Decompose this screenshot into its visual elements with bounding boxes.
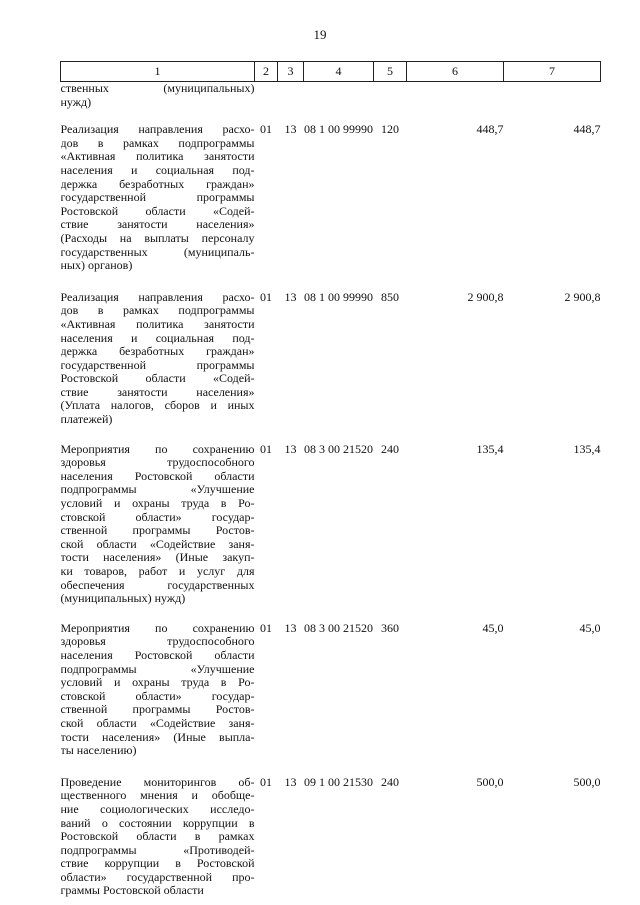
subsection-code: 13 — [284, 289, 297, 304]
description-line: (муниципальных) нужд) — [60, 592, 186, 606]
amount-year-1 — [407, 82, 504, 124]
description-line: ки товаров, работ и услуг для — [60, 565, 255, 578]
description-line: ственных (муниципальных) — [60, 82, 255, 95]
row-description — [61, 443, 255, 622]
description-line: держка безработных граждан» — [60, 345, 255, 359]
description-line: ствие коррупции в Ростовской — [60, 857, 255, 871]
description-line: ственной программы Ростов- — [60, 703, 255, 717]
description-line: здоровья трудоспособного — [60, 635, 255, 649]
description-line: области» государственной про- — [60, 870, 255, 884]
description-line: ствие занятости населения» — [60, 385, 255, 399]
description-line: ственной программы Ростов- — [60, 524, 255, 538]
expense-type-code: 360 — [381, 620, 399, 635]
budget-table — [60, 61, 601, 898]
description-line: ваний о состоянии коррупции в — [60, 816, 255, 830]
subsection-code: 13 — [284, 122, 297, 137]
description-line: Ростовской области в рамках — [60, 830, 255, 844]
subsection-code: 13 — [284, 441, 297, 456]
description-line: населения и социальная под- — [60, 163, 255, 177]
amount-year-2: 2 900,8 — [564, 289, 601, 304]
expense-type-code — [374, 82, 407, 124]
header-col-4: 4 — [304, 62, 374, 82]
description-line: (Расходы на выплаты персоналу — [60, 231, 255, 245]
description-line: Реализация направления расхо- — [60, 123, 255, 137]
description-line: ние социологических исследо- — [60, 802, 255, 816]
description-line: Мероприятия по сохранению — [60, 621, 255, 635]
description-line: Ростовской области «Содей- — [60, 204, 255, 218]
description-line: «Активная политика занятости — [60, 317, 255, 331]
row-description — [61, 776, 255, 898]
description-line: щественного мнения и обобще- — [60, 789, 255, 803]
expense-type-code: 850 — [381, 289, 399, 304]
description-line: населения Ростовской области — [60, 648, 255, 662]
target-article-code: 08 1 00 99990 — [304, 289, 373, 304]
description-line: условий и охраны труда в Ро- — [60, 676, 255, 690]
description-line: Ростовской области «Содей- — [60, 372, 255, 386]
row-description — [61, 123, 255, 291]
table-row — [61, 123, 601, 291]
expense-type-code: 240 — [381, 441, 399, 456]
description-line: государственных (муниципаль- — [60, 245, 255, 259]
amount-year-1: 448,7 — [476, 122, 504, 137]
header-col-7: 7 — [504, 62, 601, 82]
amount-year-2: 448,7 — [573, 122, 601, 137]
description-line: подпрограммы «Противодей- — [60, 843, 255, 857]
row-description — [61, 82, 255, 124]
amount-year-1: 45,0 — [482, 620, 504, 635]
description-line: тости населения» (Иные закуп- — [60, 551, 255, 565]
expense-type-code: 240 — [381, 774, 399, 789]
page-number: 19 — [313, 27, 327, 42]
description-line: платежей) — [60, 413, 113, 427]
description-line: стовской области» государ- — [60, 689, 255, 703]
description-line: подпрограммы «Улучшение — [60, 662, 255, 676]
section-code: 01 — [260, 774, 272, 789]
amount-year-1: 2 900,8 — [467, 289, 504, 304]
table-row — [61, 622, 601, 776]
amount-year-2: 500,0 — [573, 774, 601, 789]
subsection-code — [278, 82, 304, 124]
row-description — [61, 291, 255, 443]
description-line: держка безработных граждан» — [60, 177, 255, 191]
header-col-3: 3 — [278, 62, 304, 82]
section-code: 01 — [260, 441, 272, 456]
header-col-5: 5 — [374, 62, 407, 82]
description-line: дов в рамках подпрограммы — [60, 304, 255, 318]
subsection-code: 13 — [284, 620, 297, 635]
target-article-code — [304, 82, 374, 124]
description-line: Мероприятия по сохранению — [60, 442, 255, 456]
description-line: населения Ростовской области — [60, 469, 255, 483]
description-line: подпрограммы «Улучшение — [60, 483, 255, 497]
header-col-2: 2 — [255, 62, 278, 82]
description-line: тости населения» (Иные выпла- — [60, 730, 255, 744]
amount-year-2: 45,0 — [579, 620, 601, 635]
amount-year-1: 135,4 — [476, 441, 504, 456]
table-row — [61, 291, 601, 443]
amount-year-1: 500,0 — [476, 774, 504, 789]
header-col-6: 6 — [407, 62, 504, 82]
description-line: обеспечения государственных — [60, 578, 255, 592]
description-line: государственной программы — [60, 191, 255, 205]
target-article-code: 09 1 00 21530 — [304, 774, 373, 789]
description-line: (Уплата налогов, сборов и иных — [60, 399, 255, 413]
description-line: Проведение мониторингов об- — [60, 775, 255, 789]
target-article-code: 08 1 00 99990 — [304, 122, 373, 137]
section-code: 01 — [260, 122, 272, 137]
table-body — [61, 82, 601, 899]
description-line: здоровья трудоспособного — [60, 456, 255, 470]
table-row — [61, 443, 601, 622]
expense-type-code: 120 — [381, 122, 399, 137]
amount-year-2 — [504, 82, 601, 124]
table-header — [61, 62, 601, 82]
header-col-1: 1 — [61, 62, 255, 82]
section-code: 01 — [260, 289, 272, 304]
row-description — [61, 622, 255, 776]
section-code — [255, 82, 278, 124]
table-row — [61, 776, 601, 898]
section-code: 01 — [260, 620, 272, 635]
description-line: ствие занятости населения» — [60, 218, 255, 232]
description-line: Реализация направления расхо- — [60, 290, 255, 304]
description-line: ской области «Содействие заня- — [60, 716, 255, 730]
target-article-code: 08 3 00 21520 — [304, 620, 373, 635]
header-row — [61, 62, 601, 82]
description-line: стовской области» государ- — [60, 510, 255, 524]
description-line: ской области «Содействие заня- — [60, 537, 255, 551]
subsection-code: 13 — [284, 774, 297, 789]
description-line: дов в рамках подпрограммы — [60, 136, 255, 150]
target-article-code: 08 3 00 21520 — [304, 441, 373, 456]
amount-year-2: 135,4 — [573, 441, 601, 456]
description-line: населения и социальная под- — [60, 331, 255, 345]
description-line: нужд) — [60, 95, 92, 109]
description-line: «Активная политика занятости — [60, 150, 255, 164]
description-line: государственной программы — [60, 358, 255, 372]
description-line: ных) органов) — [60, 259, 133, 273]
description-line: условий и охраны труда в Ро- — [60, 497, 255, 511]
table-row — [61, 82, 601, 124]
description-line: граммы Ростовской области — [60, 884, 204, 898]
description-line: ты населению) — [60, 744, 137, 758]
